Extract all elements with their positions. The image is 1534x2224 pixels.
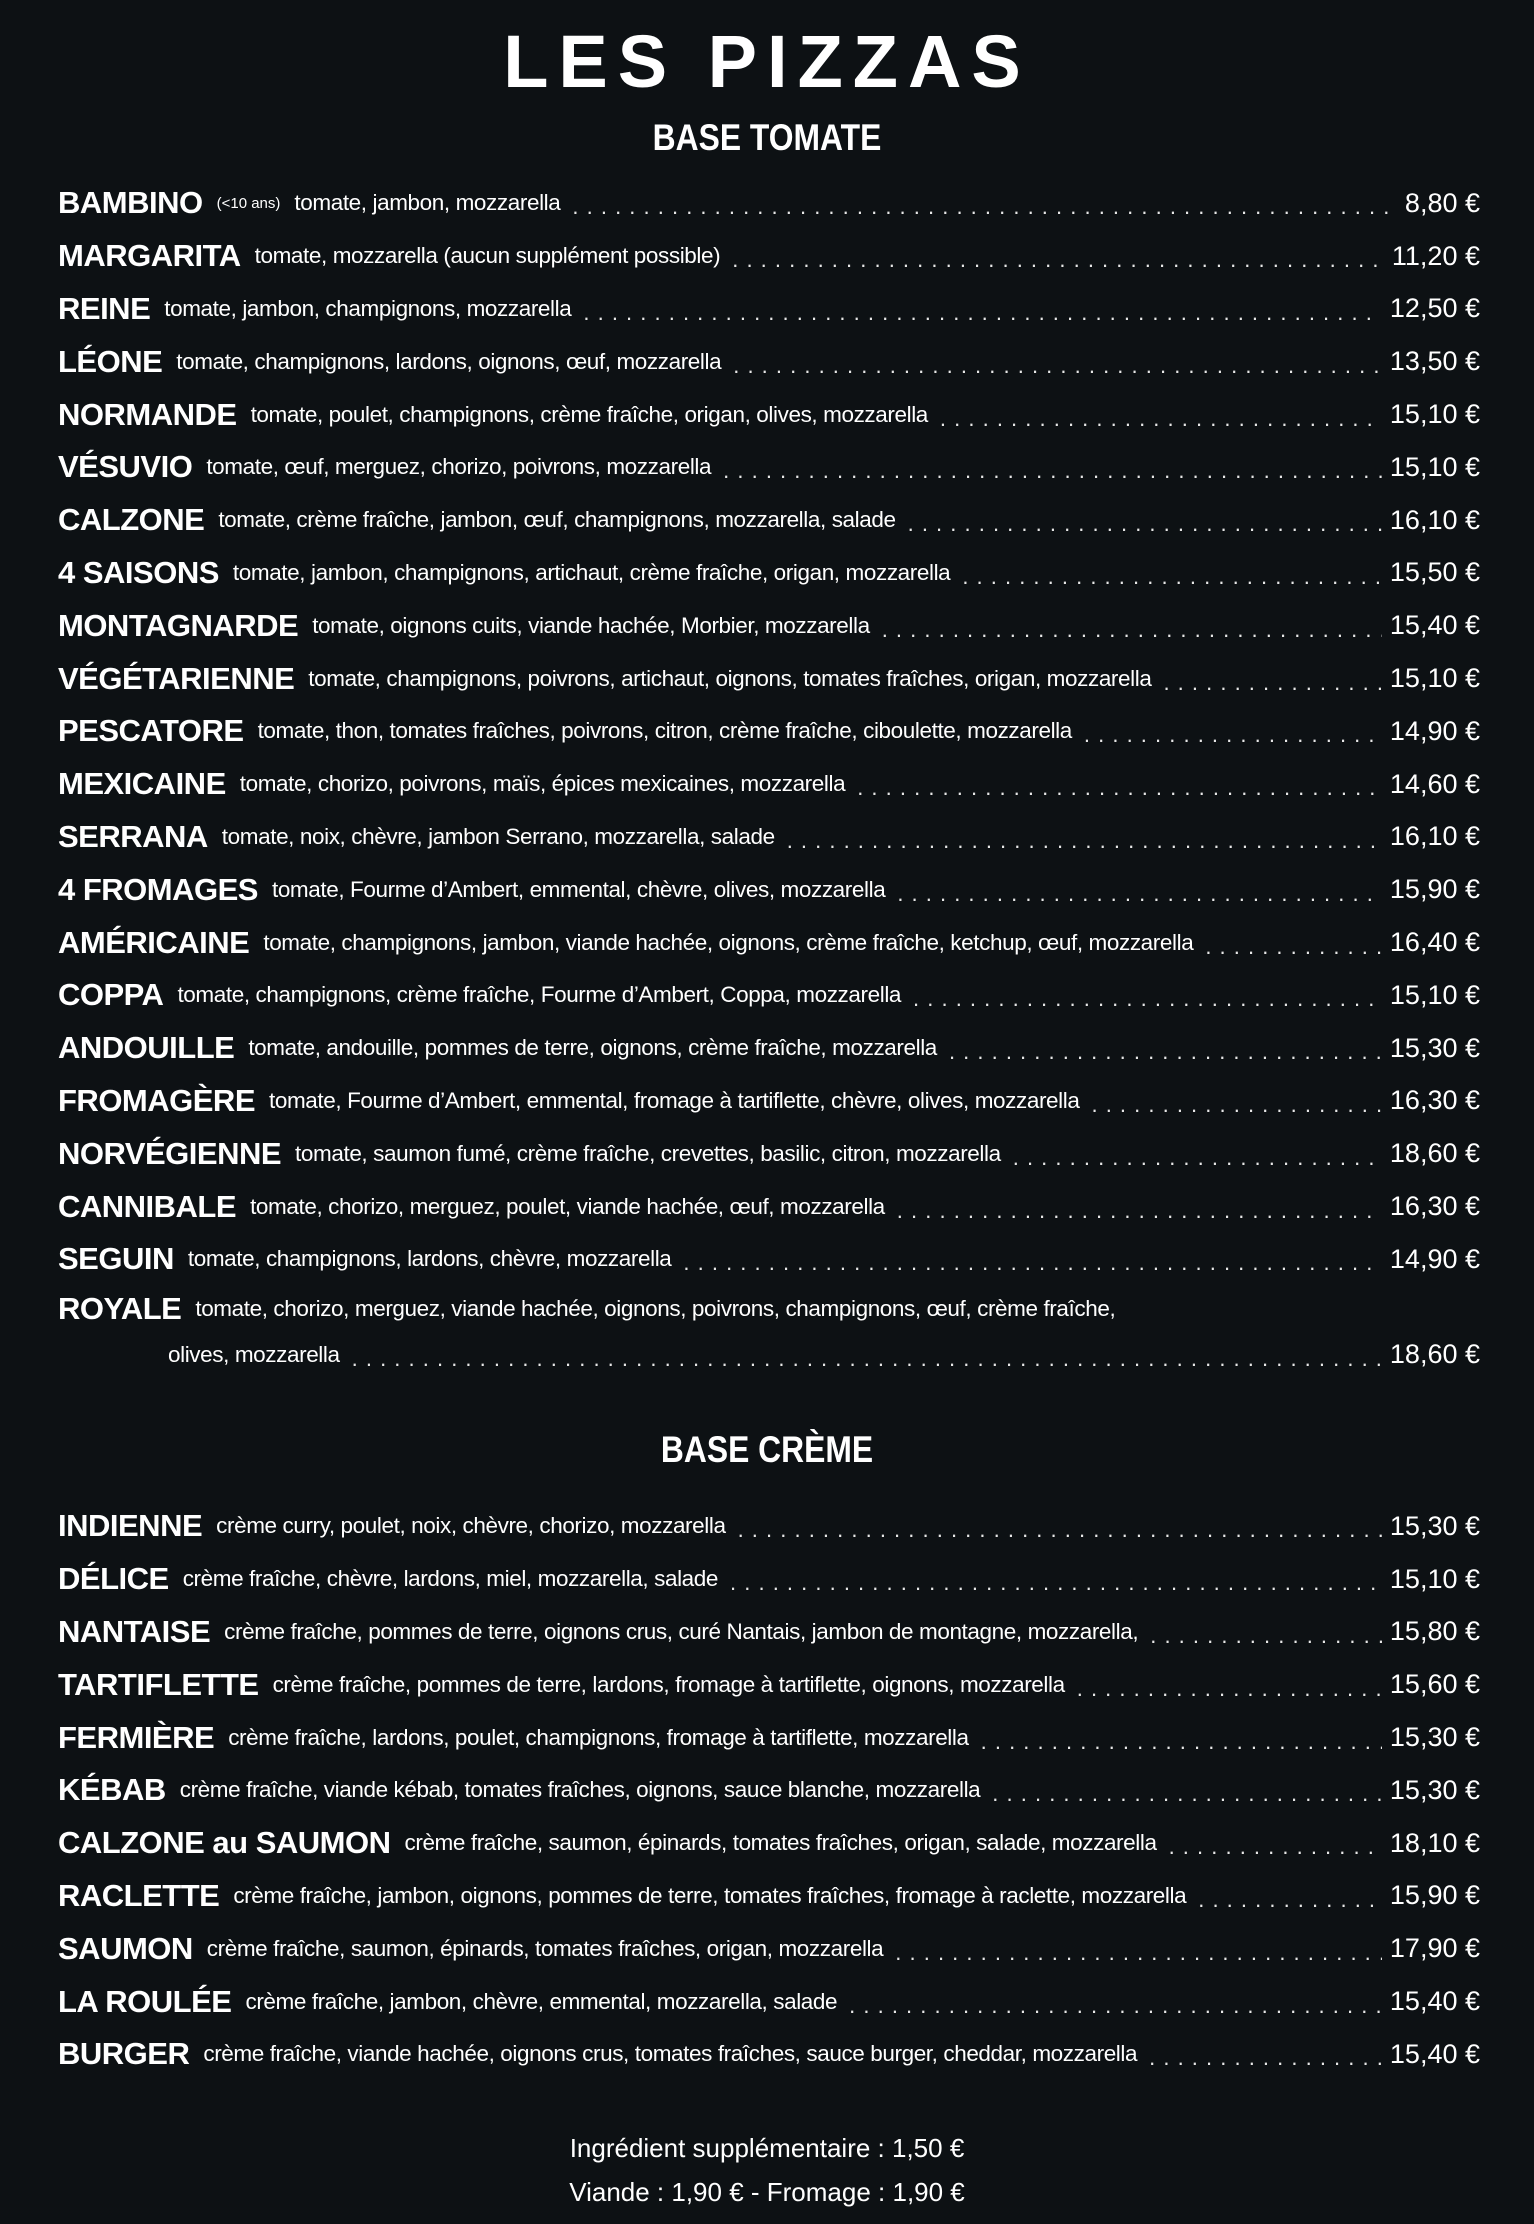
menu-item: [58, 494, 1480, 547]
pizza-name: DÉLICE: [58, 1561, 169, 1597]
dot-leader: [913, 988, 1382, 1010]
pizza-name: FERMIÈRE: [58, 1719, 215, 1755]
pizza-price: 15,30 €: [1389, 1032, 1480, 1063]
pizza-name: MARGARITA: [58, 238, 241, 274]
menu-item: [58, 1870, 1480, 1923]
pizza-price: 16,40 €: [1389, 927, 1480, 958]
pizza-name: NORVÉGIENNE: [58, 1135, 282, 1171]
dot-leader: [683, 1252, 1382, 1274]
pizza-ingredients: tomate, jambon, mozzarella: [294, 190, 561, 216]
pizza-price: 13,50 €: [1389, 346, 1480, 377]
dot-leader: [992, 1783, 1382, 1805]
pizza-ingredients: tomate, andouille, pommes de terre, oignons, crème fraîche, mozzarella: [248, 1035, 937, 1061]
pizza-name: TARTIFLETTE: [58, 1666, 259, 1702]
pizza-name: INDIENNE: [58, 1508, 203, 1544]
pizza-price: 17,90 €: [1389, 1933, 1480, 1964]
dot-leader: [849, 1995, 1382, 2017]
menu-item: [58, 1233, 1480, 1286]
pizza-price: 11,20 €: [1391, 240, 1480, 271]
dot-leader: [908, 513, 1382, 535]
pizza-ingredients: crème fraîche, pommes de terre, oignons crus, curé Nantais, jambon de montagne, mozzarella,: [224, 1618, 1139, 1644]
pizza-price: 15,40 €: [1389, 2038, 1480, 2069]
pizza-name: 4 FROMAGES: [58, 871, 258, 907]
menu-item: [58, 1922, 1480, 1975]
dot-leader: [1077, 1678, 1382, 1700]
dot-leader: [1084, 724, 1382, 746]
pizza-price: 15,10 €: [1389, 979, 1480, 1010]
dot-leader: [949, 1041, 1382, 1063]
pizza-ingredients-continued: olives, mozzarella: [168, 1341, 340, 1367]
menu-item: [58, 1553, 1480, 1606]
pizza-price: 16,10 €: [1389, 821, 1480, 852]
pizza-price: 14,90 €: [1389, 715, 1480, 746]
dot-leader: [723, 460, 1382, 482]
dot-leader: [857, 777, 1382, 799]
menu-list-base-creme: [58, 1500, 1480, 2081]
pizza-name: LA ROULÉE: [58, 1983, 232, 2019]
pizza-price: 15,90 €: [1389, 874, 1480, 905]
menu-item: [58, 811, 1480, 864]
pizza-price: 15,10 €: [1389, 451, 1480, 482]
menu-item: [58, 863, 1480, 916]
pizza-price: 8,80 €: [1404, 187, 1480, 218]
dot-leader: [583, 302, 1382, 324]
pizza-ingredients: crème fraîche, jambon, oignons, pommes de terre, tomates fraîches, fromage à raclette, mozzarella: [233, 1882, 1187, 1908]
pizza-ingredients: tomate, champignons, lardons, oignons, œuf, mozzarella: [176, 348, 722, 374]
pizza-ingredients: tomate, champignons, lardons, chèvre, mozzarella: [187, 1246, 672, 1272]
pizza-ingredients: tomate, thon, tomates fraîches, poivrons, citron, crème fraîche, ciboulette, mozzarella: [257, 718, 1072, 744]
dot-leader: [1149, 2047, 1382, 2069]
pizza-price: 15,30 €: [1389, 1774, 1480, 1805]
section-title-base-tomate: BASE TOMATE: [652, 117, 882, 158]
footer-supplement: Ingrédient supplémentaire : 1,50 €: [569, 2133, 965, 2163]
pizza-ingredients: crème fraîche, viande hachée, oignons crus, tomates fraîches, sauce burger, cheddar, mozzarella: [203, 2041, 1138, 2067]
pizza-ingredients: tomate, chorizo, merguez, poulet, viande hachée, œuf, mozzarella: [250, 1193, 885, 1219]
dot-leader: [962, 566, 1382, 588]
pizza-name: CALZONE: [58, 502, 205, 538]
pizza-name: ANDOUILLE: [58, 1030, 235, 1066]
pizza-name: CALZONE au SAUMON: [58, 1825, 391, 1861]
pizza-price: 14,60 €: [1389, 768, 1480, 799]
pizza-price: 12,50 €: [1389, 293, 1480, 324]
pizza-ingredients: crème fraîche, pommes de terre, lardons, fromage à tartiflette, oignons, mozzarella: [272, 1671, 1065, 1697]
footer-meat-cheese: Viande : 1,90 € - Fromage : 1,90 €: [569, 2177, 965, 2207]
menu-item-line: [58, 1332, 1480, 1378]
pizza-name: MONTAGNARDE: [58, 607, 299, 643]
pizza-name: REINE: [58, 290, 151, 326]
pizza-name: MEXICAINE: [58, 766, 226, 802]
pizza-price: 16,30 €: [1389, 1191, 1480, 1222]
menu-item-line: [58, 1286, 1480, 1332]
dot-leader: [732, 249, 1384, 271]
pizza-name: SEGUIN: [58, 1241, 174, 1277]
pizza-ingredients: tomate, champignons, poivrons, artichaut, oignons, tomates fraîches, origan, mozzarella: [308, 665, 1152, 691]
pizza-name: NORMANDE: [58, 396, 237, 432]
menu-item: [58, 177, 1480, 230]
pizza-name: ROYALE: [58, 1290, 182, 1326]
menu-item: [58, 1764, 1480, 1817]
pizza-ingredients: tomate, Fourme d’Ambert, emmental, fromage à tartiflette, chèvre, olives, mozzarella: [269, 1087, 1080, 1113]
pizza-name: KÉBAB: [58, 1772, 166, 1808]
section-title-base-creme: BASE CRÈME: [660, 1429, 874, 1470]
pizza-name: CANNIBALE: [58, 1188, 237, 1224]
pizza-name: BURGER: [58, 2036, 190, 2072]
pizza-price: 16,30 €: [1389, 1085, 1480, 1116]
menu-item: [58, 1711, 1480, 1764]
pizza-ingredients: tomate, mozzarella (aucun supplément possible): [254, 243, 721, 269]
menu-list-base-tomate: [58, 177, 1480, 1378]
dot-leader: [897, 883, 1382, 905]
pizza-ingredients: crème curry, poulet, noix, chèvre, chorizo, mozzarella: [216, 1513, 726, 1539]
pizza-ingredients: tomate, poulet, champignons, crème fraîche, origan, olives, mozzarella: [250, 401, 928, 427]
dot-leader: [733, 355, 1382, 377]
pizza-price: 18,60 €: [1389, 1339, 1480, 1370]
menu-item: [58, 1606, 1480, 1659]
pizza-name: SAUMON: [58, 1930, 193, 1966]
pizza-ingredients: tomate, oignons cuits, viande hachée, Morbier, mozzarella: [312, 612, 870, 638]
menu-item: [58, 758, 1480, 811]
pizza-price: 15,40 €: [1389, 1986, 1480, 2017]
menu-item: [58, 1022, 1480, 1075]
menu-item: [58, 1658, 1480, 1711]
pizza-ingredients: tomate, crème fraîche, jambon, œuf, champignons, mozzarella, salade: [218, 507, 896, 533]
pizza-name: VÉSUVIO: [58, 449, 193, 485]
dot-leader: [981, 1731, 1382, 1753]
pizza-ingredients: crème fraîche, jambon, chèvre, emmental, mozzarella, salade: [245, 1988, 838, 2014]
pizza-ingredients: tomate, chorizo, poivrons, maïs, épices mexicaines, mozzarella: [239, 771, 846, 797]
pizza-price: 15,80 €: [1389, 1616, 1480, 1647]
menu-item: [58, 1180, 1480, 1233]
pizza-ingredients: crème fraîche, saumon, épinards, tomates fraîches, origan, salade, mozzarella: [404, 1830, 1157, 1856]
pizza-ingredients: tomate, jambon, champignons, artichaut, crème fraîche, origan, mozzarella: [232, 559, 951, 585]
dot-leader: [787, 830, 1382, 852]
pizza-price: 15,30 €: [1389, 1722, 1480, 1753]
dot-leader: [897, 1200, 1382, 1222]
pizza-name: COPPA: [58, 977, 164, 1013]
menu-item: [58, 916, 1480, 969]
pizza-name: 4 SAISONS: [58, 554, 219, 590]
menu-item: [58, 705, 1480, 758]
menu-item: [58, 335, 1480, 388]
pizza-name: AMÉRICAINE: [58, 924, 250, 960]
pizza-ingredients: tomate, saumon fumé, crème fraîche, crevettes, basilic, citron, mozzarella: [295, 1140, 1001, 1166]
pizza-ingredients: tomate, chorizo, merguez, viande hachée, oignons, poivrons, champignons, œuf, crème fraîche,: [195, 1295, 1116, 1321]
menu-item: [58, 441, 1480, 494]
menu-item: [58, 230, 1480, 283]
pizza-price: 14,90 €: [1389, 1243, 1480, 1274]
pizza-name: SERRANA: [58, 818, 208, 854]
pizza-name: PESCATORE: [58, 713, 244, 749]
pizza-ingredients: tomate, Fourme d’Ambert, emmental, chèvre, olives, mozzarella: [271, 876, 886, 902]
pizza-age-note: (<10 ans): [216, 194, 281, 212]
dot-leader: [882, 619, 1382, 641]
pizza-name: NANTAISE: [58, 1613, 211, 1649]
pizza-ingredients: tomate, champignons, crème fraîche, Fourme d’Ambert, Coppa, mozzarella: [177, 982, 902, 1008]
pizza-price: 18,10 €: [1389, 1827, 1480, 1858]
pizza-ingredients: tomate, champignons, jambon, viande hachée, oignons, crème fraîche, ketchup, œuf, mozzarella: [263, 929, 1194, 955]
menu-item: [58, 283, 1480, 336]
menu-item: [58, 2028, 1480, 2081]
dot-leader: [1198, 1889, 1382, 1911]
menu-item: [58, 547, 1480, 600]
dot-leader: [940, 408, 1382, 430]
pizza-name: FROMAGÈRE: [58, 1082, 255, 1118]
pizza-name: RACLETTE: [58, 1877, 220, 1913]
pizza-name: VÉGÉTARIENNE: [58, 660, 295, 696]
menu-item: [58, 1286, 1480, 1378]
pizza-price: 15,90 €: [1389, 1880, 1480, 1911]
pizza-price: 15,10 €: [1389, 399, 1480, 430]
pizza-price: 15,50 €: [1389, 557, 1480, 588]
menu-item: [58, 599, 1480, 652]
dot-leader: [1169, 1836, 1382, 1858]
pizza-ingredients: crème fraîche, viande kébab, tomates fraîches, oignons, sauce blanche, mozzarella: [179, 1777, 981, 1803]
pizza-price: 16,10 €: [1389, 504, 1480, 535]
dot-leader: [730, 1572, 1382, 1594]
pizza-ingredients: tomate, jambon, champignons, mozzarella: [164, 295, 572, 321]
pizza-ingredients: tomate, noix, chèvre, jambon Serrano, mozzarella, salade: [221, 823, 775, 849]
dot-leader: [1150, 1625, 1382, 1647]
menu-item: [58, 969, 1480, 1022]
dot-leader: [572, 196, 1397, 218]
pizza-price: 15,40 €: [1389, 610, 1480, 641]
menu-item: [58, 1817, 1480, 1870]
menu-item: [58, 1127, 1480, 1180]
pizza-price: 15,10 €: [1389, 663, 1480, 694]
menu-item: [58, 388, 1480, 441]
pizza-price: 15,30 €: [1389, 1510, 1480, 1541]
dot-leader: [1205, 936, 1382, 958]
dot-leader: [1091, 1094, 1381, 1116]
pizza-ingredients: crème fraîche, saumon, épinards, tomates fraîches, origan, mozzarella: [206, 1935, 884, 1961]
dot-leader: [738, 1519, 1382, 1541]
pizza-price: 15,10 €: [1389, 1563, 1480, 1594]
dot-leader: [1163, 672, 1381, 694]
menu-item: [58, 652, 1480, 705]
dot-leader: [895, 1942, 1382, 1964]
pizza-price: 18,60 €: [1389, 1138, 1480, 1169]
menu-item: [58, 1500, 1480, 1553]
page-title: LES PIZZAS: [503, 20, 1031, 103]
pizza-ingredients: crème fraîche, lardons, poulet, champignons, fromage à tartiflette, mozzarella: [228, 1724, 969, 1750]
menu-item: [58, 1975, 1480, 2028]
pizza-name: BAMBINO: [58, 185, 203, 221]
dot-leader: [1013, 1147, 1382, 1169]
dot-leader: [352, 1348, 1382, 1370]
pizza-name: LÉONE: [58, 343, 163, 379]
pizza-price: 15,60 €: [1389, 1669, 1480, 1700]
pizza-ingredients: tomate, œuf, merguez, chorizo, poivrons, mozzarella: [206, 454, 712, 480]
menu-item: [58, 1075, 1480, 1128]
pizza-ingredients: crème fraîche, chèvre, lardons, miel, mozzarella, salade: [182, 1566, 719, 1592]
